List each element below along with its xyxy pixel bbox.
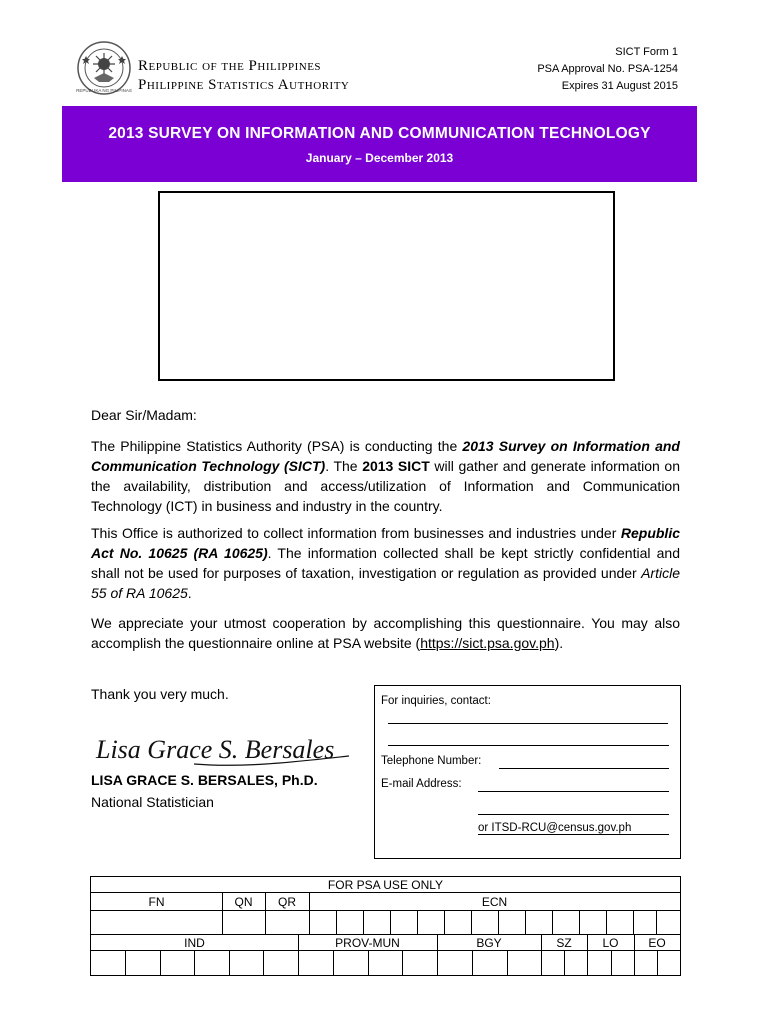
psa-website-link[interactable]: https://sict.psa.gov.ph <box>420 635 555 651</box>
signatory-name: LISA GRACE S. BERSALES, Ph.D. <box>91 772 318 788</box>
expiry-date: Expires 31 August 2015 <box>561 80 678 92</box>
lo-label: LO <box>602 936 619 950</box>
greeting: Dear Sir/Madam: <box>91 407 197 423</box>
closing: Thank you very much. <box>91 686 229 702</box>
address-window-box <box>158 191 615 381</box>
fn-label: FN <box>148 895 165 909</box>
psa-use-table <box>90 876 681 976</box>
p1-sict: 2013 SICT <box>362 458 430 474</box>
psa-use-title: FOR PSA USE ONLY <box>327 878 444 892</box>
agency-line-2: Philippine Statistics Authority <box>138 77 350 93</box>
form-id: SICT Form 1 <box>615 46 678 58</box>
p1-text-c: . The <box>325 458 363 474</box>
agency-name <box>138 57 349 95</box>
inquiry-box <box>374 685 681 859</box>
p2-text-c: . The information collected shall be kept strictly confidential and shall not be used for purposes of taxation, investigation or regulation as provided under <box>91 545 681 581</box>
p3-text-b: ). <box>554 635 564 651</box>
p2-text-a: This Office is authorized to collect information from businesses and industries under <box>91 525 621 541</box>
sz-label: SZ <box>556 936 572 950</box>
provmun-label: PROV-MUN <box>335 936 400 950</box>
signatory-title: National Statistician <box>91 794 214 810</box>
form-meta <box>537 44 678 95</box>
p1-survey-name: 2013 Survey on Information and Communication Technology (SICT) <box>91 438 680 474</box>
phone-label: Telephone Number: <box>381 755 482 767</box>
email-field-line-1[interactable] <box>478 791 669 792</box>
p2-text-e: . <box>187 585 192 601</box>
contact-name-line-2[interactable] <box>388 745 669 746</box>
survey-banner <box>62 106 697 182</box>
qr-label: QR <box>278 895 296 909</box>
ind-label: IND <box>184 936 205 950</box>
paragraph-1 <box>91 436 680 516</box>
p2-law: Republic Act No. 10625 (RA 10625) <box>91 525 680 561</box>
qn-label: QN <box>234 895 253 909</box>
inquiry-heading: For inquiries, contact: <box>381 695 491 707</box>
signature-script: Lisa Grace S. Bersales <box>96 735 335 764</box>
survey-title: 2013 SURVEY ON INFORMATION AND COMMUNICATION TECHNOLOGY <box>108 125 651 142</box>
alt-email: or ITSD-RCU@census.gov.ph <box>478 822 669 835</box>
survey-period: January – December 2013 <box>305 151 454 165</box>
ecn-label: ECN <box>481 895 508 909</box>
p2-article: Article 55 of RA 10625 <box>91 565 680 601</box>
p1-text-a: The Philippine Statistics Authority (PSA) is conducting the <box>91 438 463 454</box>
phone-field-line[interactable] <box>499 768 669 769</box>
bgy-label: BGY <box>476 936 502 950</box>
signature <box>94 728 354 774</box>
paragraph-3 <box>91 613 680 653</box>
email-label: E-mail Address: <box>381 778 462 790</box>
eo-label: EO <box>648 936 666 950</box>
email-field-line-2[interactable] <box>478 814 669 815</box>
svg-text:REPUBLIKA NG PILIPINAS: REPUBLIKA NG PILIPINAS <box>76 88 132 93</box>
agency-line-1: Republic of the Philippines <box>138 58 322 74</box>
psa-seal-logo <box>76 40 132 96</box>
p1-text-e: will gather and generate information on the availability, distribution and access/utilization of Information and Communication Technology (ICT) in business and industry in the country. <box>91 458 680 514</box>
contact-name-line-1[interactable] <box>388 723 668 724</box>
approval-number: PSA Approval No. PSA-1254 <box>537 63 678 75</box>
paragraph-2 <box>91 523 680 603</box>
p3-text-a: We appreciate your utmost cooperation by accomplishing this questionnaire. You may also accomplish the questionnaire online at PSA website ( <box>91 615 680 651</box>
